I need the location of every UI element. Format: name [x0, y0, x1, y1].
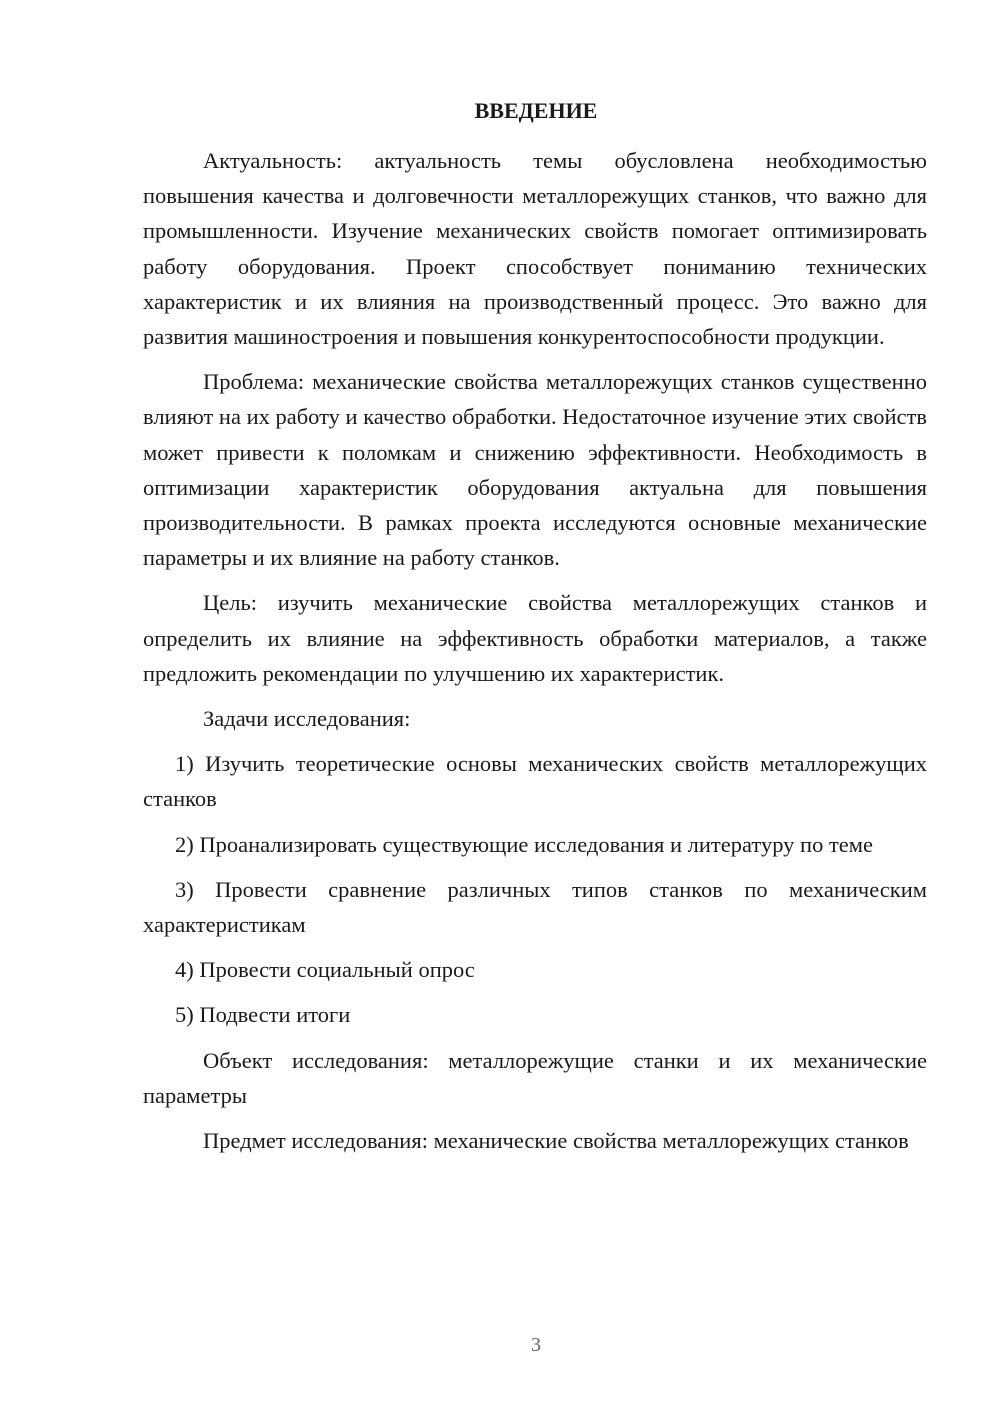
paragraph-object: Объект исследования: металлорежущие станки и их механические параметры: [143, 1047, 927, 1108]
paragraph-goal: Цель: изучить механические свойства металлорежущих станков и определить их влияние на эффективность обработки материалов, а также предложить рекомендации по улучшению их характеристик.: [143, 590, 927, 686]
task-item-2: 2) Проанализировать существующие исследования и литературу по теме: [175, 831, 873, 857]
page-number: 3: [531, 1334, 541, 1356]
task-item-1: 1) Изучить теоретические основы механических свойств металлорежущих станков: [143, 751, 927, 812]
task-item-3: 3) Провести сравнение различных типов станков по механическим характеристикам: [143, 876, 927, 938]
task-item-5: 5) Подвести итоги: [175, 1002, 351, 1028]
paragraph-relevance: Актуальность: актуальность темы обусловлена необходимостью повышения качества и долговечности металлорежущих станков, что важно для промышленности. Изучение механических свойств помогает оптимизировать работу оборудования. Проект способствует пониманию технических характеристик и их влияния на производственный процесс. Это важно для развития машиностроения и повышения конкурентоспособности продукции.: [143, 148, 927, 350]
paragraph-problem: Проблема: механические свойства металлорежущих станков существенно влияют на их работу и качество обработки. Недостаточное изучение этих свойств может привести к поломкам и снижению эффективности. Необходимость в оптимизации характеристик оборудования актуальна для повышения производительности. В рамках проекта исследуются основные механические параметры и их влияние на работу станков.: [143, 369, 927, 571]
tasks-heading: Задачи исследования:: [203, 706, 411, 732]
paragraph-subject: Предмет исследования: механические свойства металлорежущих станков: [203, 1128, 909, 1154]
body-text: [143, 143, 927, 1168]
task-item-4: 4) Провести социальный опрос: [175, 957, 475, 983]
section-title: ВВЕДЕНИЕ: [474, 98, 598, 123]
